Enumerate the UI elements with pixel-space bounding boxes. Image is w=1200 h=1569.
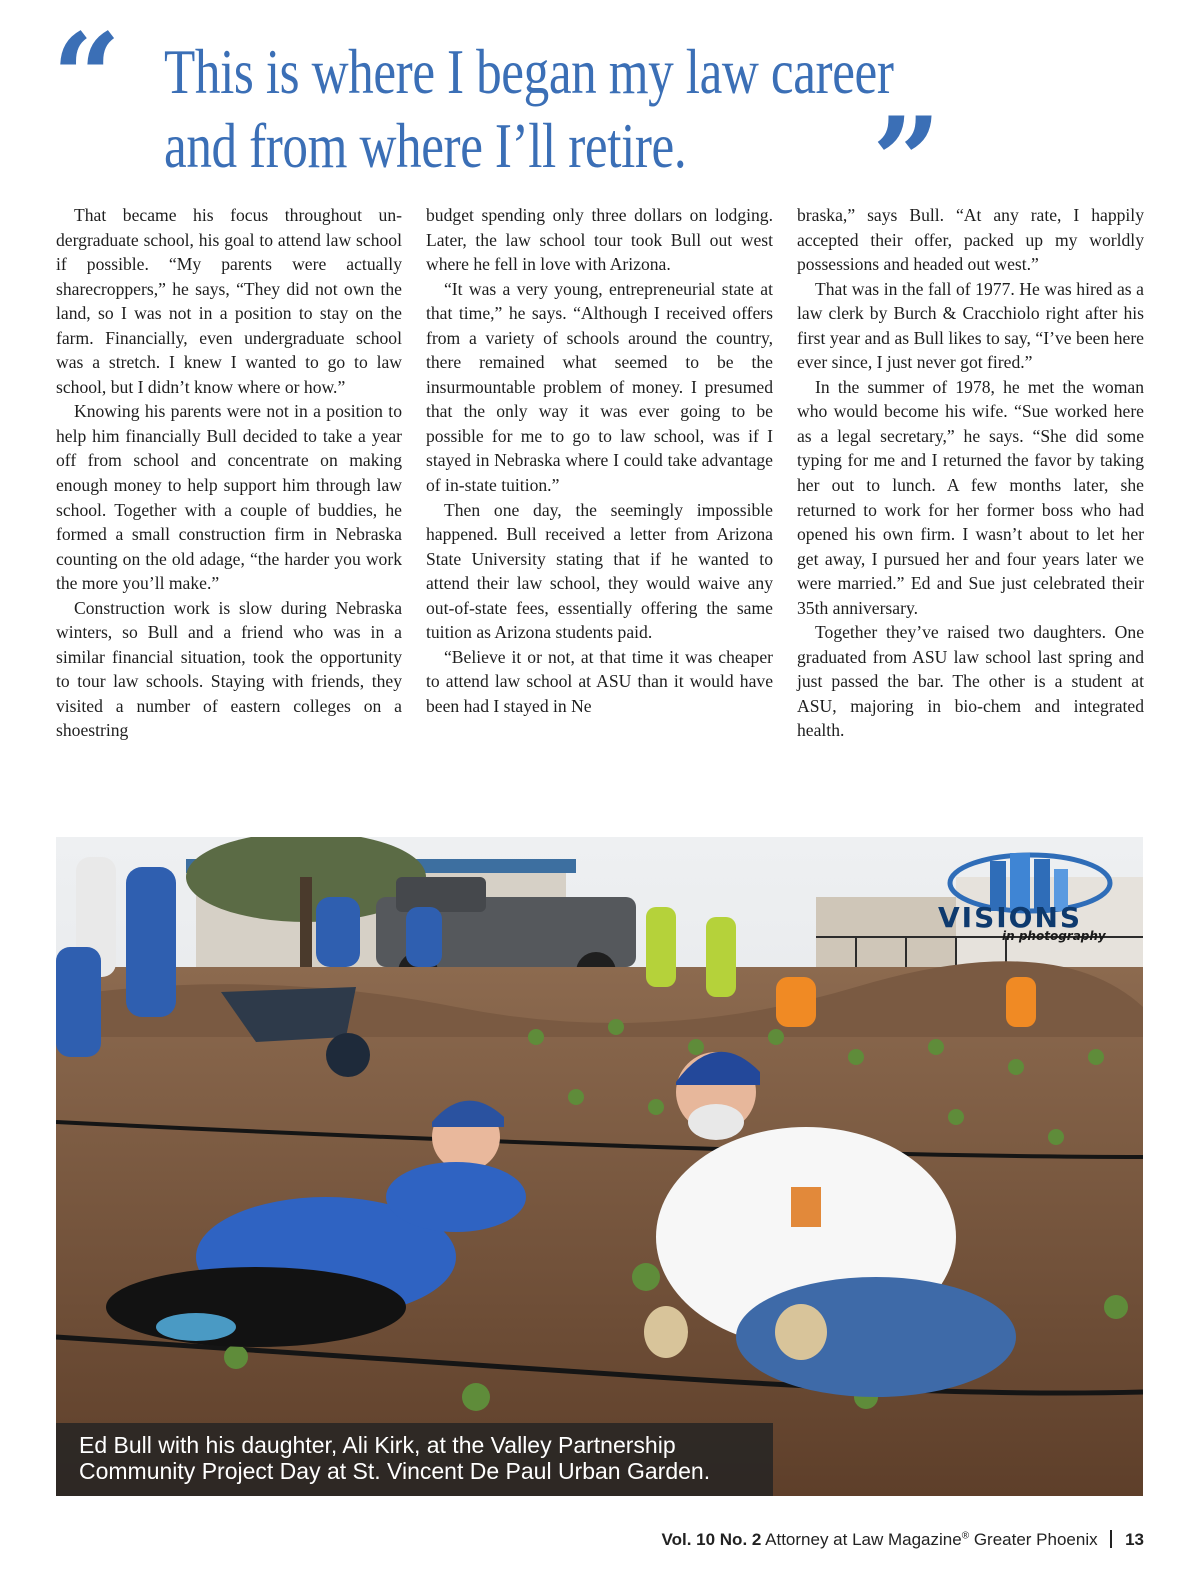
paragraph: budget spending only three dollars on lodging. Later, the law school tour took Bull out west where he fell in love with Arizona. (426, 205, 773, 275)
footer-edition: Greater Phoenix (973, 1530, 1098, 1549)
footer-volume: Vol. 10 No. 2 (661, 1530, 762, 1549)
watermark-subtitle: in photography (1002, 929, 1106, 943)
open-quote-mark: “ (52, 7, 122, 148)
page-number: 13 (1125, 1530, 1144, 1549)
paragraph: Construction work is slow during Nebraska winters, so Bull and a friend who was in a similar financial situation, took the opportunity to tour law schools. Staying with friends, they visited a number of eastern colleges on a shoestring (56, 597, 402, 741)
pull-quote (0, 0, 1200, 232)
caption-line-1: Ed Bull with his daughter, Ali Kirk, at the Valley Partnership (79, 1432, 676, 1458)
paragraph: “It was a very young, entrepreneurial state at that time,” he says. “Although I received offers from a variety of schools around the country, there remained what seemed to be the insurmountable problem of money. I presumed that the only way it was ever going to be possible for me to go to law school, was if I stayed in Nebraska where I could take advantage of in-state tuition.” (426, 278, 773, 496)
garden-photo (56, 837, 1143, 1496)
paragraph: Then one day, the seemingly impossible happened. Bull received a letter from Arizona State University stating that if he wanted to attend their law school, they would waive any out-of-state fees, essentially offering the same tuition as Arizona students paid. (426, 499, 773, 643)
close-quote-mark: ” (872, 91, 942, 232)
paragraph: That was in the fall of 1977. He was hired as a law clerk by Burch & Cracchiolo right after his first year and as Bull likes to say, “I’ve been here ever since, I just never got fired.” (797, 278, 1144, 373)
photo-caption (56, 1423, 773, 1496)
footer-divider (1110, 1530, 1112, 1548)
pull-quote-line-2: and from where I’ll retire. (164, 110, 687, 181)
footer-magazine-name: Attorney at Law Magazine (765, 1530, 962, 1549)
page-footer (662, 1530, 1144, 1550)
registered-mark: ® (961, 1530, 970, 1542)
paragraph: Knowing his parents were not in a position to help him financially Bull decided to take a year off from school and concentrate on making enough money to help support him through law school. Together with a couple of buddies, he formed a small construction firm in Nebraska counting on the old adage, “the harder you work the more you’ll make.” (56, 401, 402, 594)
pull-quote-line-1: This is where I began my law career (164, 36, 894, 107)
article-column-2 (426, 203, 773, 718)
paragraph: Together they’ve raised two daughters. One graduated from ASU law school last spring and just passed the bar. The other is a student at ASU, majoring in bio-chem and integrated health. (797, 622, 1144, 741)
photographer-watermark-logo (930, 845, 1135, 943)
paragraph: “Believe it or not, at that time it was cheaper to attend law school at ASU than it would have been had I stayed in Ne (426, 646, 773, 716)
paragraph: In the summer of 1978, he met the woman who would become his wife. “Sue worked here as a legal secretary,” he says. “She did some typing for me and I returned the favor by taking her out to lunch. A few months later, she returned to work for her former boss who had opened his own firm. I wasn’t about to let her get away, I pursued her and four years later we were married.” Ed and Sue just celebrated their 35th anniversary. (797, 376, 1144, 618)
article-column-1 (56, 203, 402, 743)
article-column-3 (797, 203, 1144, 743)
paragraph: That became his focus throughout undergraduate school, his goal to attend law school if possible. “My parents were actually sharecroppers,” he says, “They did not own the land, so I was not in a position to stay on the farm. Financially, even undergraduate school was a stretch. I knew I wanted to go to law school, but I didn’t know where or how.” (56, 205, 402, 397)
caption-line-2: Community Project Day at St. Vincent De Paul Urban Garden. (79, 1458, 711, 1484)
watermark-title: VISIONS (938, 901, 1083, 934)
paragraph: braska,” says Bull. “At any rate, I happily accepted their offer, packed up my worldly possessions and headed out west.” (797, 205, 1144, 275)
